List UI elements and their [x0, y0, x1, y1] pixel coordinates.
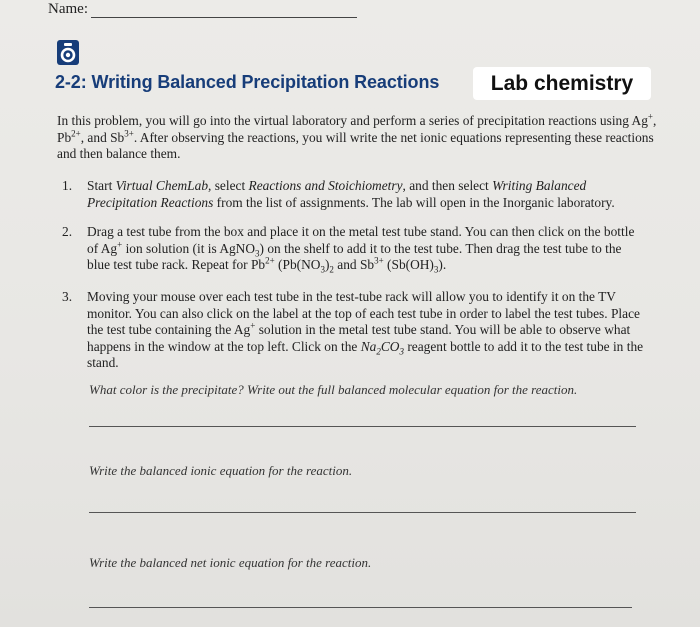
question-1: What color is the precipitate? Write out the full balanced molecular equation for the reaction. [89, 382, 578, 397]
lab-flask-badge-icon [57, 40, 79, 65]
page-title: 2-2: Writing Balanced Precipitation Reactions [55, 72, 440, 92]
step-2 [57, 224, 647, 274]
step-text: Moving your mouse over each test tube in the test-tube rack will allow you to identify it on the TV monitor. You can also click on the label at the top of each test tube in order to label the test tubes. Place the test tube containing the Ag+ solution in the metal test tube stand. You will be able to observe what happens in the window at the top left. Click on the $Na_2CO_3$ reagent bottle to add it to the test tube in the stand. [87, 289, 644, 370]
answer-line-2[interactable] [89, 512, 636, 513]
step-number: 2. [62, 224, 73, 239]
step-number: 1. [62, 178, 73, 193]
step-text: Drag a test tube from the box and place it on the metal test tube stand. You can then click on the bottle of Ag+ ion solution (it is AgNO$_3$) on the shelf to add it to the test tube. Then drag the test tube to the blue test tube rack. Repeat for $Pb^{2+}$ ($Pb(NO_3)_2$ and $Sb^{3+}$ $(Sb(OH)_3)$. [87, 224, 635, 275]
name-label: Name: [48, 1, 88, 17]
step-1 [57, 178, 647, 211]
name-field [48, 1, 357, 18]
answer-line-3[interactable] [89, 607, 632, 608]
subject-tag: Lab chemistry [473, 67, 651, 100]
question-3: Write the balanced net ionic equation for the reaction. [89, 555, 372, 570]
intro-paragraph: In this problem, you will go into the virtual laboratory and perform a series of precipitation reactions using Ag+, $Pb^{2+}$, and $Sb^{3+}$. After observing the reactions, you will write the net ionic equations representing these reactions and then balance them. [57, 111, 657, 161]
question-2: Write the balanced ionic equation for the reaction. [89, 463, 353, 478]
name-input-line[interactable] [91, 4, 357, 18]
step-text: Start Virtual ChemLab, select Reactions and Stoichiometry, and then select Writing Balanced Precipitation Reactions from the list of assignments. The lab will open in the Inorganic laboratory. [87, 178, 615, 210]
answer-line-1[interactable] [89, 426, 636, 427]
step-3 [57, 289, 647, 372]
step-number: 3. [62, 289, 73, 304]
